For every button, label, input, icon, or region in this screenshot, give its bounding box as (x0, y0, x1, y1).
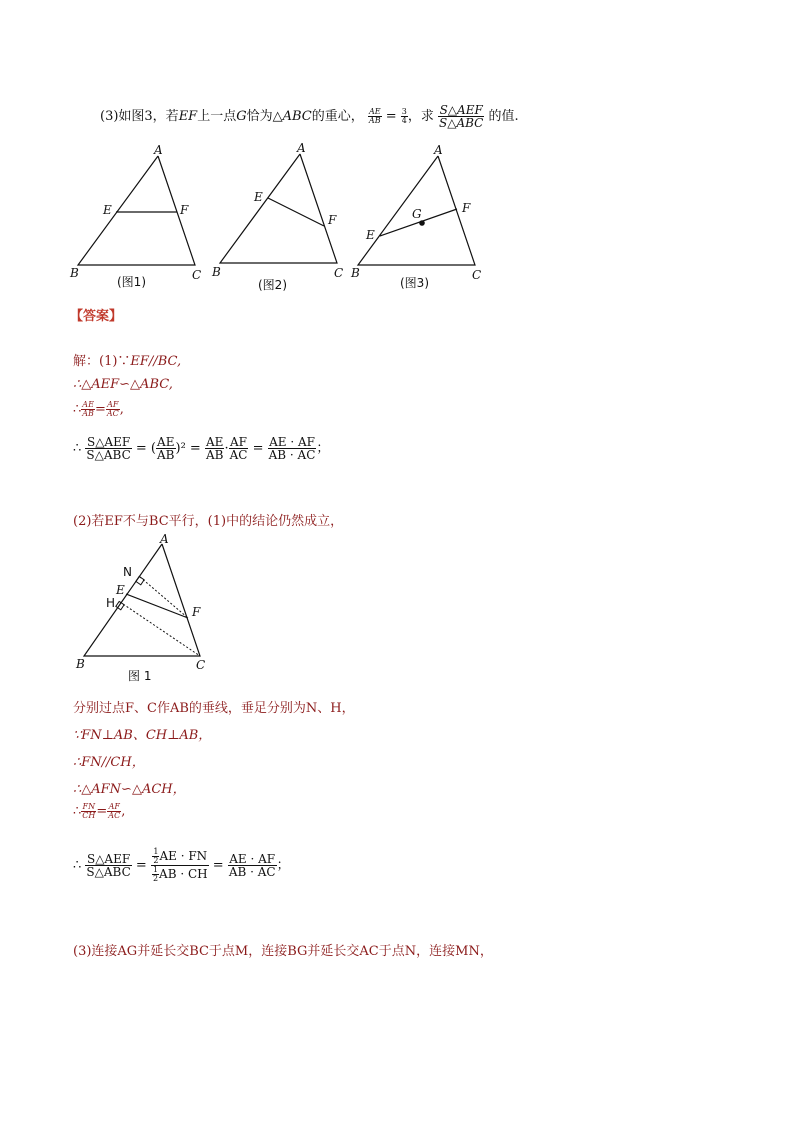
line4-d5: AB · AC (268, 448, 316, 462)
line10-n1: S△AEF (86, 852, 131, 866)
line4-d3: AB (205, 448, 224, 462)
line4-frac1 (85, 436, 131, 461)
fig2-B: B (212, 265, 221, 279)
line4-n5: AE · AF (269, 435, 315, 449)
line10-d3: AB · AC (228, 865, 276, 879)
answer-line-8: ∴△AFN∽△ACH， (73, 782, 186, 797)
answer-line-3: ∴ $\frac{AE}{AB}$ = $\frac{AF}{AC}$ , (73, 400, 124, 418)
fig4-B: B (76, 657, 85, 671)
q-mid3: 的重心， (311, 109, 364, 124)
fig1-F: F (180, 203, 189, 217)
q-ratio-val (401, 108, 408, 125)
fig1-C: C (192, 268, 202, 282)
q-ratio-num: AE (368, 107, 381, 116)
fig4-fn-dashed (140, 577, 188, 618)
line4-therefore: ∴ (73, 441, 82, 456)
fig3-G: G (412, 207, 422, 221)
figure-1 (69, 143, 201, 289)
fig4-H: H (106, 596, 116, 610)
answer-line-5: 分别过点F、C作AB的垂线，垂足分别为N、H， (73, 701, 355, 716)
line10-half-d: 2 (153, 856, 159, 865)
line10-end: ； (276, 858, 290, 873)
fig2-triangle (220, 154, 337, 263)
line9-suffix: , (121, 804, 126, 819)
line3-d1: AB (82, 409, 94, 418)
line1-prefix: 解：(1)∵ (73, 354, 131, 369)
q-g: G (236, 109, 247, 124)
line4-frac2 (156, 436, 175, 461)
fig2-caption: (图2) (258, 278, 287, 292)
question-figures (60, 140, 500, 300)
line10-frac3 (228, 853, 277, 878)
line3-n2: AF (107, 400, 119, 409)
line1-math: EF//BC, (130, 354, 182, 369)
line10-half2-d: 2 (152, 874, 159, 883)
q-mid2: 恰为 (246, 109, 273, 124)
line9-frac1 (81, 803, 96, 820)
q-prefix: (3)如图3，若 (100, 109, 179, 124)
answer-line-7: ∴FN//CH， (73, 755, 145, 770)
line10-frac2 (151, 848, 209, 883)
line9-frac2 (107, 803, 121, 820)
line10-half2-n: 1 (152, 865, 159, 874)
question-part3 (100, 104, 519, 129)
line4-n1: S△AEF (86, 435, 131, 449)
q-ratio-den: AB (368, 116, 381, 125)
figure-3 (350, 143, 481, 290)
line4-dot: · (224, 441, 229, 456)
answer-line-2: ∴△AEF∽△ABC, (73, 377, 173, 392)
fig2-C: C (334, 266, 344, 280)
line4-d2: AB (157, 448, 175, 462)
line10-d1: S△ABC (86, 865, 131, 879)
fig1-caption: (图1) (117, 275, 146, 289)
fig3-F: F (462, 201, 471, 215)
line10-bot (151, 866, 209, 883)
line10-top-text: AE · FN (159, 849, 208, 863)
line4-eq1: = ( (135, 441, 157, 456)
fig4-C: C (196, 658, 206, 672)
line10-half-bot (152, 866, 159, 883)
q-suffix: 的值. (488, 109, 519, 124)
fig3-B: B (351, 266, 360, 280)
q-mid1: 上一点 (197, 109, 237, 124)
answer-part3: (3)连接AG并延长交BC于点M，连接BG并延长交AC于点N，连接MN， (73, 944, 493, 959)
q-ef: EF (178, 109, 198, 124)
line10-eq2: = (212, 858, 224, 873)
fig2-ef (268, 198, 324, 226)
fig3-A: A (434, 143, 443, 157)
line9-n2: AF (108, 802, 120, 811)
line9-d2: AC (108, 811, 121, 820)
fig1-B: B (70, 266, 79, 280)
line10-eq1: = (135, 858, 147, 873)
figure-4 (70, 530, 230, 690)
line3-d2: AC (106, 409, 119, 418)
answer-line-9: ∴ $\frac{FN}{CH}$ = $\frac{AF}{AC}$ , (73, 802, 126, 820)
line10-frac1 (85, 853, 131, 878)
fig1-E: E (103, 203, 112, 217)
answer-line-10 (73, 848, 290, 883)
fig3-E: E (366, 228, 375, 242)
line4-d1: S△ABC (86, 448, 131, 462)
answer-line-4 (73, 436, 329, 461)
line4-n3: AE (205, 435, 224, 449)
fig4-ef (126, 594, 188, 618)
q-area-num: S△AEF (439, 103, 483, 117)
line4-frac5 (268, 436, 317, 461)
line3-suffix: , (119, 402, 124, 417)
line9-prefix: ∴ (73, 804, 82, 819)
fig3-caption: (图3) (400, 276, 429, 290)
q-ratio (368, 108, 382, 125)
fig4-E: E (116, 583, 125, 597)
answer-heading: 【答案】 (70, 309, 123, 324)
fig4-N: N (123, 565, 132, 579)
answer-line-6: ∵FN⊥AB、CH⊥AB， (73, 728, 212, 743)
line3-frac2 (106, 401, 120, 418)
fig3-point-g (419, 220, 425, 226)
fig2-E: E (254, 190, 263, 204)
figure-2 (211, 141, 343, 292)
line4-eq2: = (252, 441, 264, 456)
line10-half-n: 1 (153, 847, 159, 856)
fig4-caption: 图 1 (128, 669, 152, 683)
line10-n3: AE · AF (229, 852, 276, 866)
line3-n1: AE (82, 400, 94, 409)
line10-top (151, 848, 209, 866)
line4-frac4 (229, 436, 249, 461)
fig4-A: A (160, 532, 169, 546)
fig4-ch-dashed (120, 602, 200, 656)
fig1-A: A (154, 143, 163, 157)
line4-end: ； (316, 441, 330, 456)
line4-frac3 (205, 436, 224, 461)
fig1-triangle (78, 156, 195, 265)
fig4-F: F (192, 605, 201, 619)
line4-n2: AE (157, 435, 175, 449)
fig2-A: A (297, 141, 306, 155)
q-val-num: 3 (401, 107, 407, 116)
q-val-den: 4 (401, 116, 407, 125)
q-ask: ，求 (407, 109, 434, 124)
line10-therefore: ∴ (73, 858, 82, 873)
answer-line-1 (73, 350, 181, 369)
line9-d1: CH (82, 811, 96, 820)
q-eq: = (385, 109, 397, 124)
q-area-ratio (438, 104, 484, 129)
line4-sq: )² = (175, 441, 201, 456)
line4-n4: AF (230, 435, 247, 449)
q-area-den: S△ABC (439, 116, 484, 130)
fig3-C: C (472, 268, 482, 282)
answer-part2: (2)若EF不与BC平行，(1)中的结论仍然成立， (73, 514, 344, 529)
line3-prefix: ∴ (73, 402, 82, 417)
line9-n1: FN (82, 802, 96, 811)
q-tri: △ABC (272, 109, 312, 124)
line10-bot-text: AB · CH (159, 867, 208, 881)
line4-d4: AC (229, 448, 248, 462)
fig2-F: F (328, 213, 337, 227)
line3-frac1 (81, 401, 95, 418)
